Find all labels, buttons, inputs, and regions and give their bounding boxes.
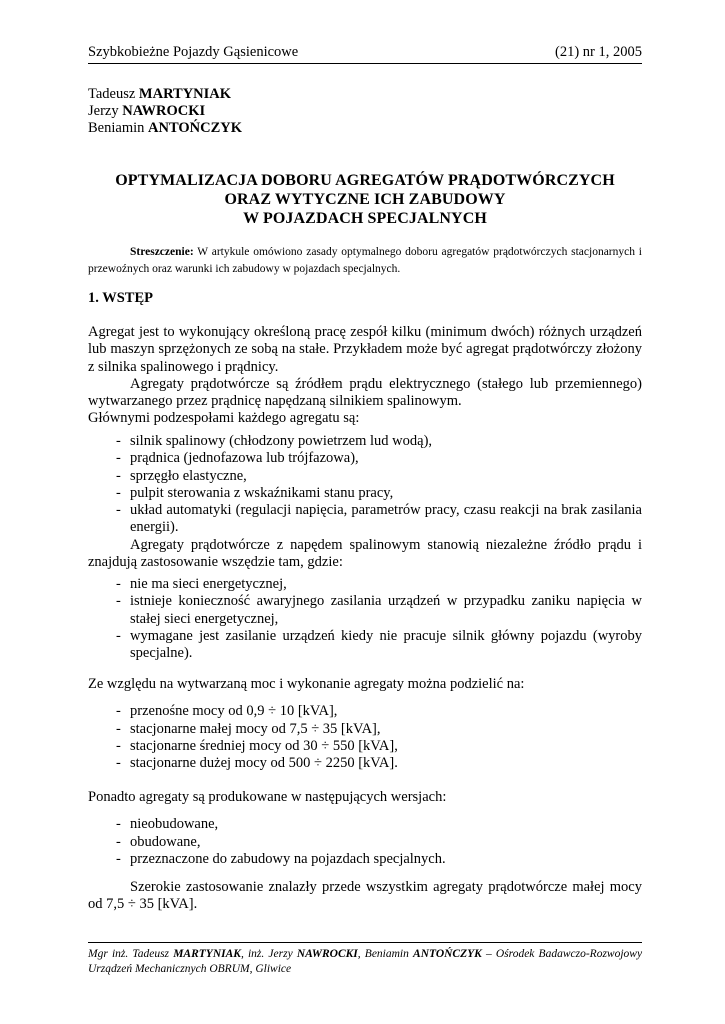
power-classes-list — [88, 703, 642, 772]
journal-name: Szybkobieżne Pojazdy Gąsienicowe — [88, 44, 299, 60]
power-classes-block — [88, 676, 642, 772]
title-line-1: OPTYMALIZACJA DOBORU AGREGATÓW PRĄDOTWÓRCZYCH — [115, 172, 615, 189]
title-line-3: W POJAZDACH SPECJALNYCH — [243, 210, 487, 227]
list-item: - przeznaczone do zabudowy na pojazdach specjalnych. — [116, 851, 642, 868]
abstract-label: Streszczenie: — [130, 246, 194, 258]
components-list-block — [88, 433, 642, 571]
list-item: - stacjonarne dużej mocy od 500 ÷ 2250 [kVA]. — [116, 755, 642, 772]
abstract — [88, 244, 642, 278]
list-item: - stacjonarne małej mocy od 7,5 ÷ 35 [kVA], — [116, 721, 642, 738]
list-item: - sprzęgło elastyczne, — [116, 468, 642, 485]
versions-block — [88, 789, 642, 868]
components-list — [88, 433, 642, 537]
list-item: - nie ma sieci energetycznej, — [116, 576, 642, 593]
issue-number: (21) nr 1, 2005 — [555, 44, 642, 60]
list-item: - wymagane jest zasilanie urządzeń kiedy nie pracuje silnik główny pojazdu (wyroby specjalne). — [116, 628, 642, 663]
paragraph: Ze względu na wytwarzaną moc i wykonanie agregaty można podzielić na: — [88, 676, 525, 692]
list-item: - nieobudowane, — [116, 816, 642, 833]
author-1: Tadeusz MARTYNIAK — [88, 86, 232, 102]
author-2: Jerzy NAWROCKI — [88, 103, 206, 119]
author-footnote: Mgr inż. Tadeusz MARTYNIAK, inż. Jerzy NAWROCKI, Beniamin ANTOŃCZYK – Ośrodek Badawczo-Rozwojowy Urządzeń Mechanicznych OBRUM, Gliwice — [88, 942, 642, 977]
list-item: - istnieje konieczność awaryjnego zasilania urządzeń w przypadku zaniku napięcia w stałej sieci energetycznej, — [116, 593, 642, 628]
list-item: - obudowane, — [116, 834, 642, 851]
list-item: - silnik spalinowy (chłodzony powietrzem lud wodą), — [116, 433, 642, 450]
paragraph: Szerokie zastosowanie znalazły przede wszystkim agregaty prądotwórcze małej mocy od 7,5 ÷ 35 [kVA]. — [88, 879, 642, 913]
paragraph: Agregaty prądotwórcze z napędem spalinowym stanowią niezależne źródło prądu i znajdują zastosowanie wszędzie tam, gdzie: — [88, 536, 642, 571]
paper-title — [88, 171, 642, 228]
paragraph: Głównymi podzespołami każdego agregatu są: — [88, 410, 360, 427]
list-item: - stacjonarne średniej mocy od 30 ÷ 550 [kVA], — [116, 738, 642, 755]
usage-list — [88, 576, 642, 662]
paragraph: Agregat jest to wykonujący określoną pracę zespół kilku (minimum dwóch) różnych urządzeń lub maszyn sprzężonych ze sobą na stałe. Przykładem może być agregat prądotwórczy złożony z silnika spalinowego i prądnicy. — [88, 324, 642, 375]
list-item: - układ automatyki (regulacji napięcia, parametrów pracy, czasu reakcji na brak zasilania energii). — [116, 502, 642, 537]
page — [88, 0, 642, 1024]
running-header — [88, 44, 642, 64]
author-3: Beniamin ANTOŃCZYK — [88, 120, 243, 136]
author-list — [88, 86, 242, 137]
list-item: - prądnica (jednofazowa lub trójfazowa), — [116, 450, 642, 467]
abstract-text: W artykule omówiono zasady optymalnego doboru agregatów prądotwórczych stacjonarnych i przewoźnych oraz warunki ich zabudowy w pojazdach specjalnych. — [88, 246, 642, 275]
intro-block-1 — [88, 324, 642, 428]
title-line-2: ORAZ WYTYCZNE ICH ZABUDOWY — [224, 191, 506, 208]
paragraph: Agregaty prądotwórcze są źródłem prądu elektrycznego (stałego lub przemiennego) wytwarzanego przez prądnicę napędzaną silnikiem spalinowym. — [88, 375, 642, 410]
usage-list-block — [88, 576, 642, 662]
closing-block — [88, 879, 642, 914]
versions-list — [88, 816, 642, 868]
paragraph: Ponadto agregaty są produkowane w następujących wersjach: — [88, 789, 447, 805]
list-item: - przenośne mocy od 0,9 ÷ 10 [kVA], — [116, 703, 642, 720]
section-heading: 1. WSTĘP — [88, 290, 154, 306]
list-item: - pulpit sterowania z wskaźnikami stanu pracy, — [116, 485, 642, 502]
